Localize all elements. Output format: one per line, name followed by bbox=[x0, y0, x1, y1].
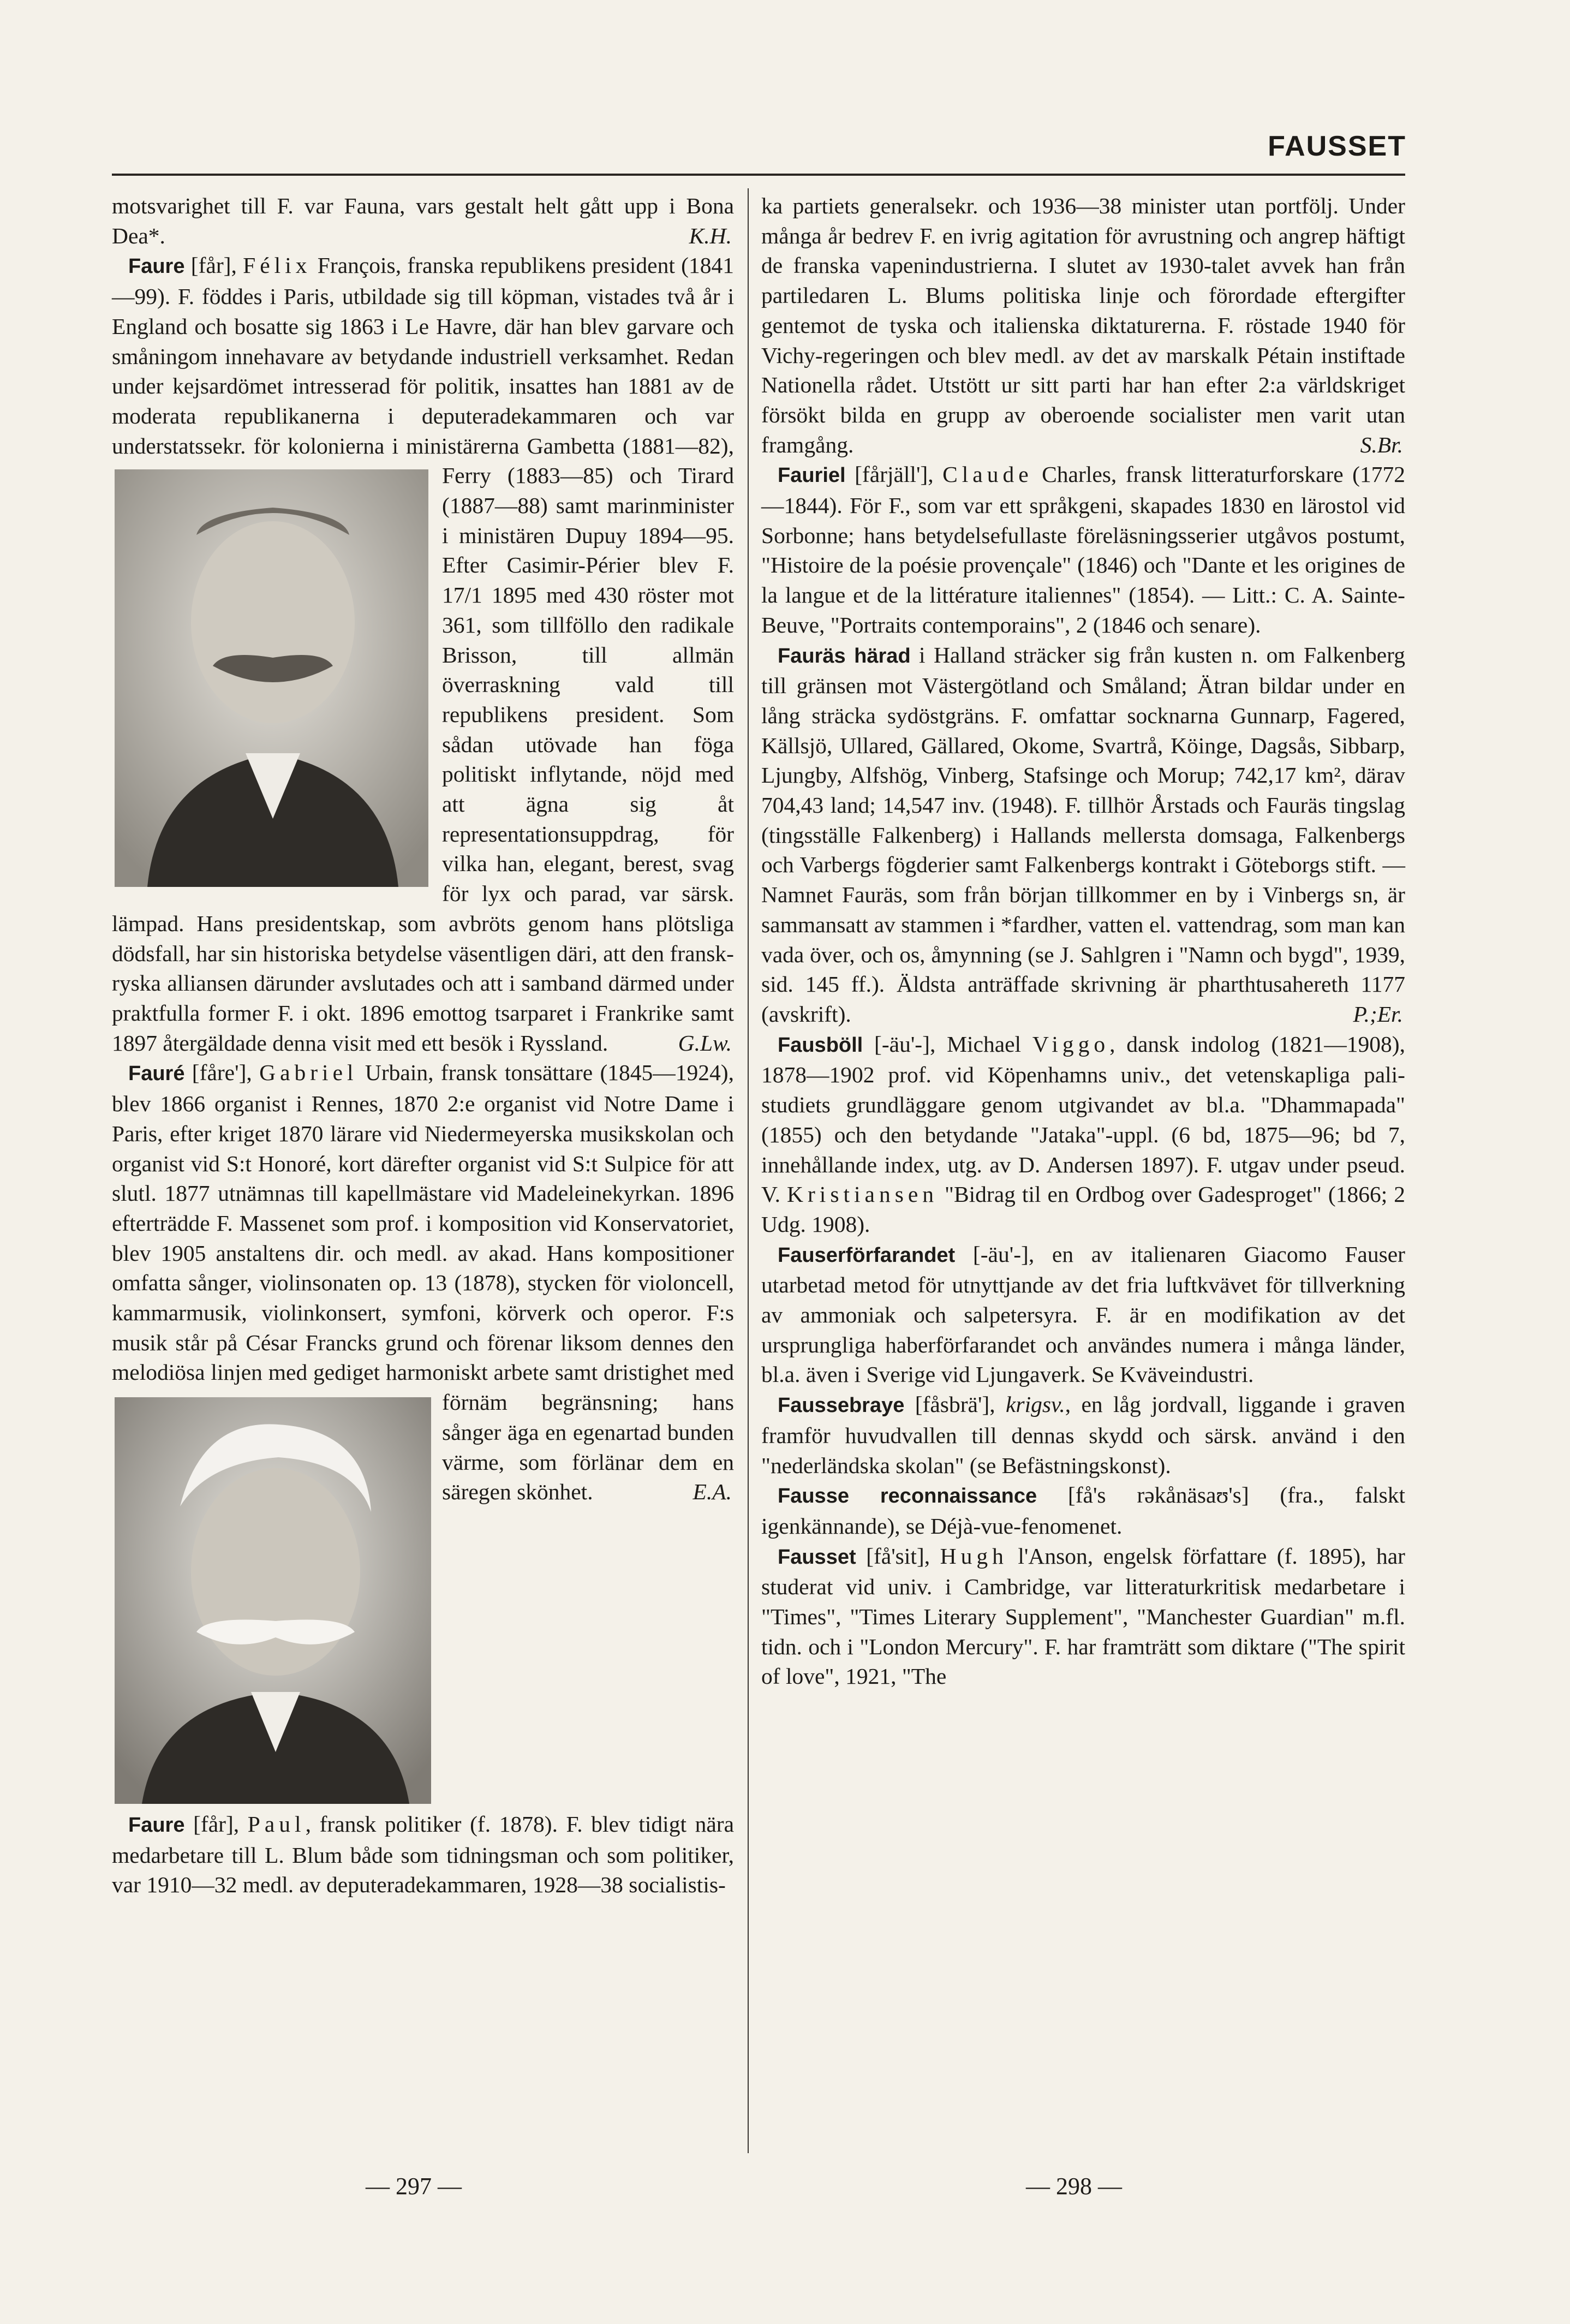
headword: Fausset bbox=[778, 1545, 856, 1569]
header-rule bbox=[112, 174, 1405, 176]
entry-fauserforfarandet: Fauserförfarandet [-äu'-], en av italienaren Giacomo Fauser utarbetad metod för utnyttjande av det fria luftkvävet för tillverkning av ammoniak och salpetersyra. F. är en modifikation av det ursprungliga haberförfarandet och användes numera i många länder, bl.a. även i Sverige vid Ljungaverk. Se Kväveindustri. bbox=[761, 1241, 1405, 1387]
headword: Fauriel bbox=[778, 464, 846, 487]
entry-fauriel: Fauriel [fårjäll'], Claude Charles, fransk litteraturforskare (1772—1844). För F., som var ett språkgeni, skapades 1830 en lärostol vid Sorbonne; hans betydelsefullaste föreläsningsserier utgåvos postumt, "Histoire de la poésie provençale" (1846) och "Dante et les origines de la langue et de la littérature italiennes" (1854). — Litt.: C. A. Sainte-Beuve, "Portraits contemporains", 2 (1846 och senare). bbox=[761, 462, 1405, 637]
signature: P.;Er. bbox=[1353, 1001, 1403, 1027]
entry-fauras-harad: Fauräs härad i Halland sträcker sig från kusten n. om Falkenberg till gränsen mot Västergötland och Småland; Ätran bildar under en lång sträcka sydöstgräns. F. omfattar socknarna Gunnarp, Fagered, Källsjö, Ullared, Gällared, Okome, Svartrå, Köinge, Dagsås, Sibbarp, Ljungby, Alfshög, Vinberg, Stafsinge och Morup; 742,17 km², därav 704,43 land; 14,547 inv. (1948). F. tillhör Årstads och Fauräs tingslag (tingsställe Falkenberg) i Hallands mellersta domsaga, Falkenbergs och Varbergs fögderier samt Falkenbergs kontrakt i Göteborgs stift. — Namnet Fauräs, som från början tillkommer en by i Vinbergs sn, är sammansatt av stammen i *fardher, vatten el. vattendrag, som man kan vada över, och os, åmynning (se J. Sahlgren i "Namn och bygd", 1939, sid. 145 ff.). Äldsta anträffade skrivning är pharthtusahereth 1177 (avskrift). P.;Er. bbox=[761, 640, 1405, 1029]
entry-fausse-reconnaissance: Fausse reconnaissance [få's rəkånäsaʊ's] (fra., falskt igenkännande), se Déjà-vue-fenomenet. bbox=[761, 1482, 1406, 1539]
portrait-gabriel-faure bbox=[115, 1397, 431, 1804]
entry-faure-felix: Faure [får], Félix François, franska republikens president (1841—99). F. föddes i Paris, utbildade sig till köpman, vistades två år i England och bosatte sig 1863 i Le Havre, där han blev garvare och småningom innehavare av betydande industriell verksamhet. Redan under kejsardömet intresserad för politik, insattes han 1881 av de moderata republikanerna i deputeradekammaren och var understatssekr. för kolonierna i ministärerna Gambetta (1881—82), Ferry (1883—85) och Tirard (1887—88) samt marinminister i ministären Dupuy 1894—95. Efter Casimir-Périer blev F. 17/1 1895 med 430 röster mot 361, som tillföllo den radikale Brisson, till allmän överraskning vald till republikens president. Som sådan utövade han föga politiskt inflytande, nöjd med att ägna sig åt representationsuppdrag, för vilka han, elegant, berest, svag för lyx och parad, var särsk. lämpad. Hans presidentskap, som avbröts genom hans plötsliga dödsfall, har sin historiska betydelse väsentligen däri, att den fransk-ryska alliansen därunder avslutades och att i samband därmed under praktfulla former F. i okt. 1896 emottog tsarparet i Frankrike samt 1897 återgäldade denna visit med ett besök i Ryssland. G.Lw. bbox=[112, 251, 734, 1058]
running-head: FAUSSET bbox=[1268, 130, 1406, 162]
right-column bbox=[761, 191, 1405, 1691]
headword: Fausböll bbox=[778, 1033, 863, 1057]
headword: Fauserförfarandet bbox=[778, 1243, 956, 1267]
headword: Fausse reconnaissance bbox=[778, 1485, 1037, 1508]
signature: K.H. bbox=[689, 223, 732, 248]
page-number-left: — 297 — bbox=[366, 2173, 462, 2200]
page-number-right: — 298 — bbox=[1026, 2173, 1122, 2200]
entry-faure-gabriel: Fauré [fåre'], Gabriel Urbain, fransk tonsättare (1845—1924), blev 1866 organist i Rennes, 1870 2:e organist vid Notre Dame i Paris, efter kriget 1870 lärare vid Niedermeyerska musikskolan och organist vid S:t Honoré, kort därefter organist vid S:t Sulpice för att slutl. 1877 utnämnas till kapellmästare vid Madeleinekyrkan. 1896 efterträdde F. Massenet som prof. i komposition vid Konservatoriet, blev 1905 anstaltens dir. och medl. av akad. Hans kompositioner omfatta sånger, violinsonaten op. 13 (1878), stycken för violoncell, kammarmusik, violinkonsert, symfoni, körverk och operor. F:s musik står på César Francks grund och förenar liksom dennes den melodiösa linjen med gediget harmoniskt arbete samt dristighet med förnäm begränsning; hans sånger äga en egenartad bunden värme, som förlänar dem en säregen skönhet. E.A. bbox=[112, 1058, 734, 1809]
headword: Faure bbox=[128, 255, 185, 278]
entry-fausset: Fausset [få'sit], Hugh l'Anson, engelsk författare (f. 1895), har studerat vid univ. i Cambridge, var litteraturkritisk medarbetare i "Times", "Times Literary Supplement", "Manchester Guardian" m.fl. tidn. och i "London Mercury". F. har framträtt som diktare ("The spirit of love", 1921, "The bbox=[761, 1543, 1405, 1689]
headword: Fauré bbox=[128, 1062, 185, 1086]
portrait-felix-faure bbox=[115, 469, 428, 887]
headword: Faussebraye bbox=[778, 1394, 905, 1417]
entry-faussebraye: Faussebraye [fåsbrä'], krigsv., en låg jordvall, liggande i graven framför huvudvallen till dennas skydd och särsk. använd i den "nederländska skolan" (se Befästningskonst). bbox=[761, 1392, 1405, 1478]
entry-fauna-continuation: motsvarighet till F. var Fauna, vars gestalt helt gått upp i Bona Dea*. K.H. bbox=[112, 191, 734, 251]
signature: E.A. bbox=[693, 1479, 732, 1505]
entry-faure-paul-continuation: ka partiets generalsekr. och 1936—38 minister utan portfölj. Under många år bedrev F. en ivrig agitation för avrustning och angrep häftigt de franska vapenindustrierna. I slutet av 1930-talet avvek han från partiledaren L. Blums politiska linje och förordade eftergifter gentemot de tyska och italienska diktaturerna. F. röstade 1940 för Vichy-regeringen och blev medl. av det av marskalk Pétain instiftade Nationella rådet. Utstött ur sitt parti har han efter 2:a världskriget försökt bilda en grupp av oberoende socialister men varit utan framgång. S.Br. bbox=[761, 191, 1405, 460]
headword: Faure bbox=[128, 1814, 185, 1837]
entry-fausboll: Fausböll [-äu'-], Michael Viggo, dansk indolog (1821—1908), 1878—1902 prof. vid Köpenhamns univ., det vetenskapliga pali-studiets grundläggare genom utgivandet av bl.a. "Dhammapada" (1855) och den betydande "Jataka"-uppl. (6 bd, 1875—96; bd 7, innehållande index, utg. av D. Andersen 1897). F. utgav under pseud. V. Kristiansen "Bidrag til en Ordbog over Gadesproget" (1866; 2 Udg. 1908). bbox=[761, 1031, 1405, 1237]
signature: S.Br. bbox=[1360, 432, 1403, 457]
column-divider bbox=[748, 188, 749, 2153]
entry-faure-paul: Faure [får], Paul, fransk politiker (f. 1878). F. blev tidigt nära medarbetare till L. Blum både som tidningsman och som politiker, var 1910—32 medl. av deputeradekammaren, 1928—38 socialistis- bbox=[112, 1811, 735, 1898]
signature: G.Lw. bbox=[678, 1030, 732, 1056]
headword: Fauräs härad bbox=[778, 644, 911, 668]
